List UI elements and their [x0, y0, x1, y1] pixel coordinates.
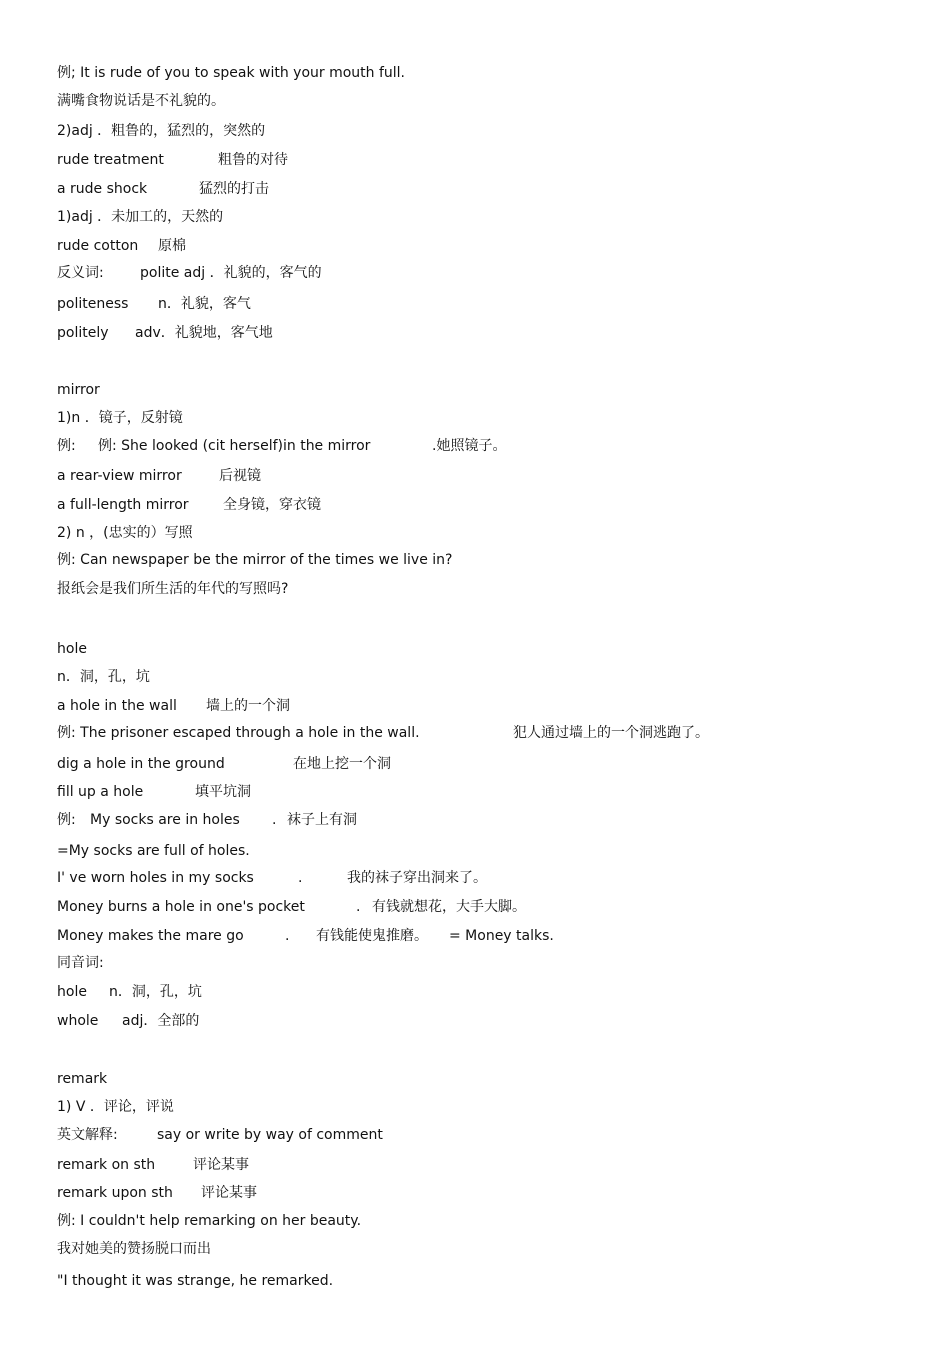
- text-segment: = Money talks.: [449, 928, 554, 944]
- text-segment: 2) n ，(忠实的）写照: [57, 525, 193, 541]
- text-segment: adv．礼貌地，客气地: [135, 325, 273, 341]
- text-segment: 粗鲁的对待: [218, 152, 288, 168]
- text-segment: 墙上的一个洞: [206, 698, 290, 714]
- text-segment: 在地上挖一个洞: [293, 756, 391, 772]
- text-segment: 例: The prisoner escaped through a hole in the wall.: [57, 725, 420, 741]
- text-segment: 英文解释:: [57, 1127, 118, 1143]
- text-segment: n．洞，孔，坑: [109, 984, 202, 1000]
- text-segment: mirror: [57, 382, 100, 398]
- text-segment: remark: [57, 1071, 108, 1087]
- text-segment: 全身镜，穿衣镜: [223, 497, 321, 513]
- text-segment: 例: Can newspaper be the mirror of the times we live in?: [57, 552, 453, 568]
- text-segment: remark upon sth: [57, 1185, 173, 1201]
- text-segment: 犯人通过墙上的一个洞逃跑了。: [513, 725, 709, 741]
- text-segment: whole: [57, 1013, 99, 1029]
- text-segment: 后视镜: [219, 468, 261, 484]
- text-segment: polite adj ．礼貌的，客气的: [140, 265, 322, 281]
- text-segment: hole: [57, 984, 87, 1000]
- text-segment: 袜子上有洞: [287, 812, 357, 828]
- text-segment: 猛烈的打击: [199, 181, 269, 197]
- text-segment: 评论某事: [193, 1157, 249, 1173]
- text-segment: 1)adj ．未加工的，天然的: [57, 209, 224, 225]
- text-segment: 2)adj ．粗鲁的，猛烈的，突然的: [57, 123, 266, 139]
- text-segment: n．礼貌，客气: [158, 296, 251, 312]
- text-segment: 评论某事: [201, 1185, 257, 1201]
- text-segment: 填平坑洞: [195, 784, 251, 800]
- text-segment: "I thought it was strange, he remarked.: [57, 1273, 334, 1289]
- text-segment: 反义词:: [57, 265, 104, 281]
- text-segment: rude cotton: [57, 238, 139, 254]
- text-segment: n．洞，孔，坑: [57, 669, 150, 685]
- text-segment: rude treatment: [57, 152, 164, 168]
- text-segment: fill up a hole: [57, 784, 144, 800]
- text-segment: My socks are in holes: [90, 812, 240, 828]
- text-segment: 例:: [57, 812, 76, 828]
- text-segment: adj．全部的: [122, 1013, 200, 1029]
- text-segment: .: [285, 928, 290, 944]
- text-segment: 我的袜子穿出洞来了。: [347, 870, 487, 886]
- text-segment: 有钱能使鬼推磨。: [316, 928, 428, 944]
- text-segment: I' ve worn holes in my socks: [57, 870, 254, 886]
- text-segment: 有钱就想花，大手大脚。: [372, 899, 526, 915]
- text-segment: =My socks are full of holes.: [57, 843, 250, 859]
- text-segment: 同音词:: [57, 955, 104, 971]
- text-segment: a rear-view mirror: [57, 468, 182, 484]
- text-segment: .: [298, 870, 303, 886]
- text-segment: a full-length mirror: [57, 497, 189, 513]
- text-segment: 1) V ．评论，评说: [57, 1099, 174, 1115]
- text-segment: .: [356, 899, 361, 915]
- text-segment: a rude shock: [57, 181, 148, 197]
- text-segment: Money burns a hole in one's pocket: [57, 899, 305, 915]
- text-segment: hole: [57, 641, 87, 657]
- text-segment: 例: I couldn't help remarking on her beauty.: [57, 1213, 362, 1229]
- text-segment: 例: She looked (cit herself)in the mirror: [98, 438, 371, 454]
- text-segment: 满嘴食物说话是不礼貌的。: [57, 93, 225, 109]
- text-segment: dig a hole in the ground: [57, 756, 225, 772]
- text-segment: remark on sth: [57, 1157, 156, 1173]
- text-segment: 例:: [57, 438, 76, 454]
- text-segment: 1)n ．镜子，反射镜: [57, 410, 183, 426]
- text-segment: say or write by way of comment: [157, 1127, 383, 1143]
- text-segment: .她照镜子。: [432, 438, 507, 454]
- text-segment: Money makes the mare go: [57, 928, 244, 944]
- text-segment: 报纸会是我们所生活的年代的写照吗?: [57, 581, 289, 597]
- text-segment: a hole in the wall: [57, 698, 177, 714]
- text-segment: .: [272, 812, 277, 828]
- text-segment: 例; It is rude of you to speak with your mouth full.: [57, 65, 406, 81]
- text-segment: 原棉: [158, 238, 186, 254]
- text-segment: politeness: [57, 296, 129, 312]
- text-segment: politely: [57, 325, 109, 341]
- text-segment: 我对她美的赞扬脱口而出: [57, 1241, 211, 1257]
